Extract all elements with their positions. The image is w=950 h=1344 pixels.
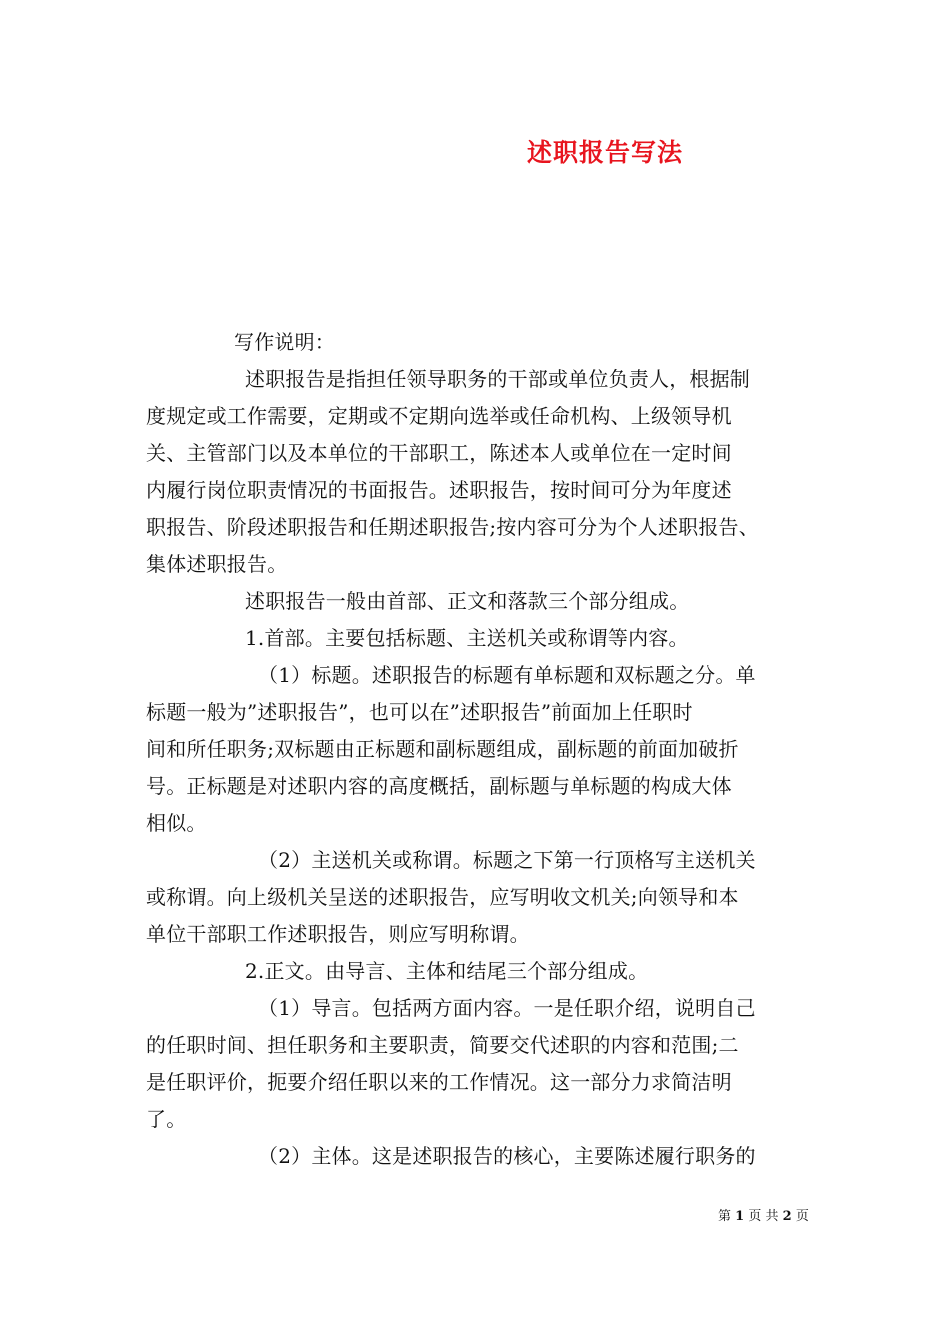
doc-line: 述职报告是指担任领导职务的干部或单位负责人，根据制 [245,367,750,391]
page-title: 述职报告写法 [527,138,684,167]
doc-line: （1）标题。述职报告的标题有单标题和双标题之分。单 [258,663,756,687]
footer-prefix: 第 [718,1209,732,1224]
doc-line: 号。正标题是对述职内容的高度概括，副标题与单标题的构成大体 [146,774,732,798]
doc-line: （2）主送机关或称谓。标题之下第一行顶格写主送机关 [258,848,756,872]
page-footer [718,1205,809,1224]
doc-line: （2）主体。这是述职报告的核心，主要陈述履行职务的 [258,1144,756,1168]
doc-line: 1.首部。主要包括标题、主送机关或称谓等内容。 [245,626,689,650]
doc-line: 职报告、阶段述职报告和任期述职报告;按内容可分为个人述职报告、 [146,515,759,539]
doc-line: 集体述职报告。 [146,552,288,576]
doc-line: 相似。 [146,811,207,835]
footer-page-number: 1 [735,1209,745,1224]
doc-line: 标题一般为”述职报告”，也可以在”述职报告”前面加上任职时 [146,700,693,724]
doc-line: 内履行岗位职责情况的书面报告。述职报告，按时间可分为年度述 [146,478,732,502]
doc-line: 或称谓。向上级机关呈送的述职报告，应写明收文机关;向领导和本 [146,885,739,909]
doc-line: 述职报告一般由首部、正文和落款三个部分组成。 [245,589,690,613]
doc-line: 关、主管部门以及本单位的干部职工，陈述本人或单位在一定时间 [146,441,732,465]
doc-line: 2.正文。由导言、主体和结尾三个部分组成。 [245,959,649,983]
doc-line: 了。 [146,1107,187,1131]
doc-line: 间和所任职务;双标题由正标题和副标题组成，副标题的前面加破折 [146,737,739,761]
doc-line: （1）导言。包括两方面内容。一是任职介绍，说明自己 [258,996,756,1020]
doc-line: 度规定或工作需要，定期或不定期向选举或任命机构、上级领导机 [146,404,732,428]
footer-middle: 页 共 [748,1209,779,1224]
doc-line: 是任职评价，扼要介绍任职以来的工作情况。这一部分力求简洁明 [146,1070,732,1094]
footer-suffix: 页 [795,1209,809,1224]
doc-line: 单位干部职工作述职报告，则应写明称谓。 [146,922,530,946]
doc-line: 的任职时间、担任职务和主要职责，简要交代述职的内容和范围;二 [146,1033,739,1057]
doc-line: 写作说明： [234,330,335,354]
footer-total-pages: 2 [782,1209,792,1224]
